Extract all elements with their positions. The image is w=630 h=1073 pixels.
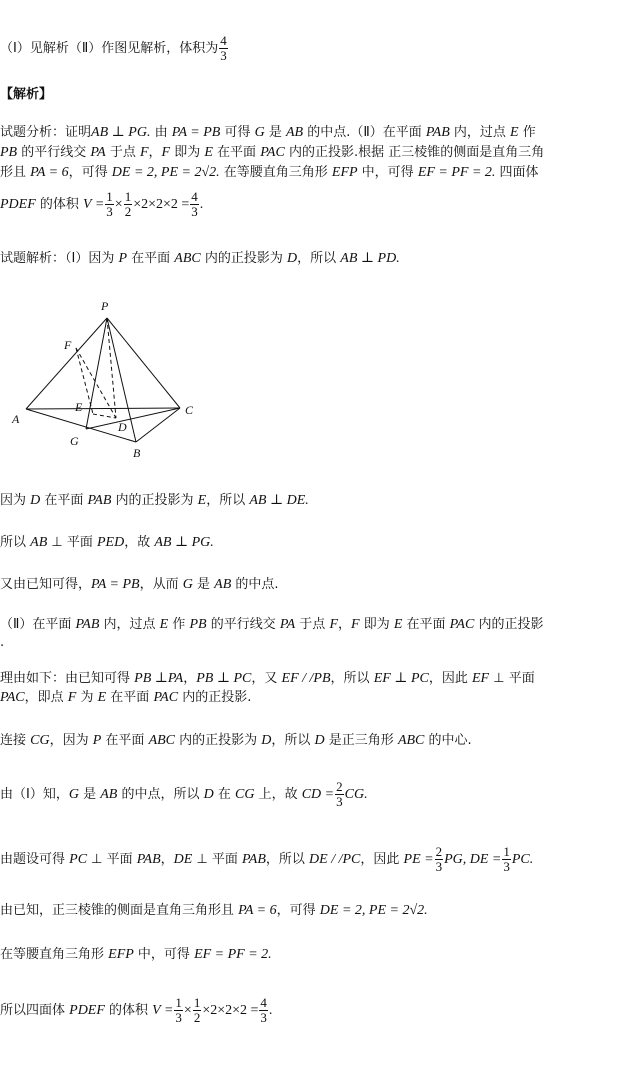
label-E: E bbox=[75, 400, 83, 414]
pyramid-figure bbox=[0, 290, 210, 470]
step-5-cont: PAC，即点 F 为 E 在平面 PAC 内的正投影. bbox=[0, 690, 252, 705]
step-7: 由（Ⅰ）知，G 是 AB 的中点，所以 D 在 CG 上，故 CD = $\frac{2}{3}$ CG. bbox=[0, 779, 368, 809]
fraction: $\frac{2}{3}$ bbox=[336, 779, 343, 809]
analysis-line-2: PB 的平行线交 PA 于点 F，F 即为 E 在平面 PAC 内的正投影.根据 正三棱锥的侧面是直角三角 bbox=[0, 145, 545, 160]
fraction: $\frac{1}{2}$ bbox=[193, 995, 201, 1025]
segment-PG bbox=[86, 318, 107, 429]
analysis-line-4: PDEF 的体积 V = $\frac{1}{3}$ × $\frac{1}{2}$ ×2×2×2 = $\frac{4}{3}$ . bbox=[0, 189, 204, 219]
edge-PA bbox=[26, 318, 107, 409]
label-G: G bbox=[70, 434, 79, 448]
fraction: $\frac{2}{3}$ bbox=[435, 844, 443, 874]
answer-line bbox=[0, 34, 229, 63]
step-4-end: . bbox=[0, 635, 5, 650]
analysis-line-1: 试题分析：证明AB ⊥ PG. 由 PA = PB 可得 G 是 AB 的中点.（Ⅱ）在平面 PAB 内，过点 E 作 bbox=[0, 125, 536, 140]
fraction: $\frac{1}{3}$ bbox=[106, 189, 113, 219]
edge-AC bbox=[26, 408, 180, 409]
fraction: $\frac{1}{3}$ bbox=[175, 995, 182, 1025]
label-C: C bbox=[185, 403, 194, 417]
label-D: D bbox=[118, 420, 127, 434]
step-6: 连接 CG，因为 P 在平面 ABC 内的正投影为 D，所以 D 是正三角形 ABC 的中心. bbox=[0, 733, 472, 748]
step-8: 由题设可得 PC ⊥ 平面 PAB，DE ⊥ 平面 PAB，所以 DE / /PC，因此 PE = $\frac{2}{3}$ PG, DE = $\frac{1}{3}$ PC. bbox=[0, 844, 534, 874]
fraction: $\frac{1}{3}$ bbox=[503, 844, 510, 874]
analysis-line-3: 形且 PA = 6，可得 DE = 2, PE = 2√2. 在等腰直角三角形 EFP 中，可得 EF = PF = 2. 四面体 bbox=[0, 165, 539, 180]
fraction: $\frac{1}{2}$ bbox=[124, 189, 132, 219]
label-B: B bbox=[133, 446, 141, 460]
step-4: （Ⅱ）在平面 PAB 内，过点 E 作 PB 的平行线交 PA 于点 F，F 即为 E 在平面 PAC 内的正投影 bbox=[0, 617, 544, 632]
step-1: 因为 D 在平面 PAB 内的正投影为 E，所以 AB ⊥ DE. bbox=[0, 493, 309, 508]
step-3: 又由已知可得，PA = PB，从而 G 是 AB 的中点. bbox=[0, 577, 279, 592]
segment-ED bbox=[93, 414, 116, 418]
step-9: 由已知，正三棱锥的侧面是直角三角形且 PA = 6，可得 DE = 2, PE = 2√2. bbox=[0, 903, 428, 918]
step-2: 所以 AB ⊥ 平面 PED，故 AB ⊥ PG. bbox=[0, 535, 214, 550]
solution-line: 试题解析：（Ⅰ）因为 P 在平面 ABC 内的正投影为 D，所以 AB ⊥ PD. bbox=[0, 251, 400, 266]
step-5: 理由如下：由已知可得 PB ⊥PA，PB ⊥ PC，又 EF / /PB，所以 EF ⊥ PC，因此 EF ⊥ 平面 bbox=[0, 671, 535, 686]
step-10: 在等腰直角三角形 EFP 中，可得 EF = PF = 2. bbox=[0, 947, 272, 962]
fraction: $\frac{4}{3}$ bbox=[260, 995, 267, 1025]
volume-fraction: $\frac{4}{3}$ bbox=[220, 33, 227, 63]
label-A: A bbox=[12, 412, 20, 426]
answer-prefix: （Ⅰ）见解析（Ⅱ）作图见解析，体积为 bbox=[0, 41, 219, 56]
fraction: $\frac{4}{3}$ bbox=[191, 189, 198, 219]
analysis-heading: 【解析】 bbox=[0, 87, 53, 102]
label-F: F bbox=[64, 338, 72, 352]
label-P: P bbox=[101, 299, 109, 313]
segment-PD bbox=[107, 318, 116, 418]
step-11: 所以四面体 PDEF 的体积 V = $\frac{1}{3}$ × $\frac{1}{2}$ ×2×2×2 = $\frac{4}{3}$ . bbox=[0, 995, 273, 1025]
